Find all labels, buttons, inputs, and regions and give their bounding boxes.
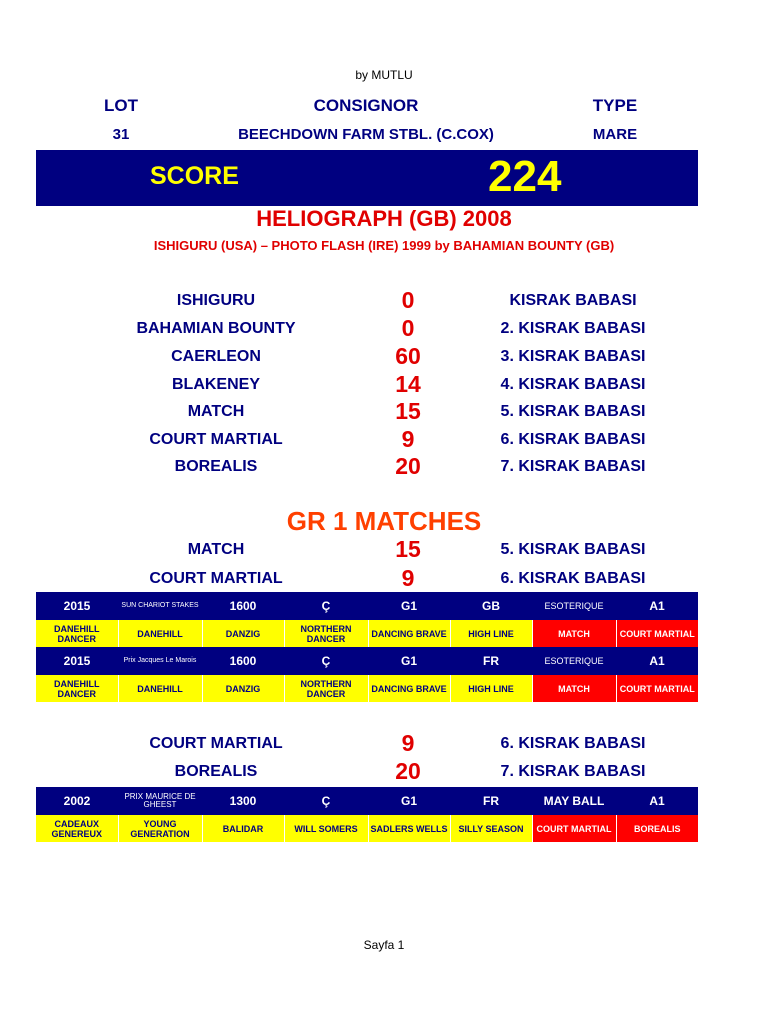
sire-score: 15 [395, 398, 421, 424]
race-name: Prix Jacques Le Marois [118, 647, 202, 675]
pedigree-cell: DANEHILL [118, 675, 202, 702]
consignor-label: CONSIGNOR [313, 96, 419, 115]
sire-name: BLAKENEY [171, 376, 260, 393]
match-sire-score: 9 [401, 565, 415, 591]
lot-label: LOT [104, 96, 138, 115]
pedigree-row [36, 620, 698, 647]
race-row [36, 787, 698, 815]
race-country: FR [450, 787, 532, 815]
match-sire-score: 9 [401, 730, 415, 756]
pedigree-cell-highlight: COURT MARTIAL [532, 815, 616, 842]
pedigree-cell: NORTHERN DANCER [284, 675, 368, 702]
sire-babasi: 2. KISRAK BABASI [500, 320, 646, 337]
race-distance: 1300 [202, 787, 284, 815]
sire-babasi: 4. KISRAK BABASI [500, 376, 646, 393]
race-country: FR [450, 647, 532, 675]
horse-type: MARE [592, 126, 638, 143]
author-credit: by MUTLU [355, 68, 413, 82]
sire-name: BOREALIS [174, 458, 258, 475]
match-sire-babasi: 5. KISRAK BABASI [500, 541, 646, 558]
race-surface: Ç [284, 787, 368, 815]
pedigree-cell-highlight: MATCH [532, 675, 616, 702]
sire-score: 14 [395, 371, 421, 397]
race-grade: G1 [368, 592, 450, 620]
pedigree-cell: DANCING BRAVE [368, 620, 450, 647]
consignor-name: BEECHDOWN FARM STBL. (C.COX) [238, 126, 494, 143]
race-name: SUN CHARIOT STAKES [118, 592, 202, 620]
match-sire-score: 20 [395, 758, 421, 784]
pedigree-cell-highlight: MATCH [532, 620, 616, 647]
pedigree-cell: HIGH LINE [450, 675, 532, 702]
type-label: TYPE [592, 96, 638, 115]
race-distance: 1600 [202, 592, 284, 620]
horse-name: HELIOGRAPH (GB) 2008 [256, 206, 512, 231]
sire-score: 60 [395, 343, 421, 369]
match-sire-name: BOREALIS [174, 763, 258, 780]
race-table [36, 592, 698, 702]
pedigree-cell: WILL SOMERS [284, 815, 368, 842]
gr1-section-title: GR 1 MATCHES [286, 506, 482, 536]
sire-babasi: 3. KISRAK BABASI [500, 348, 646, 365]
pedigree-cell: NORTHERN DANCER [284, 620, 368, 647]
race-row [36, 592, 698, 620]
pedigree-cell: SADLERS WELLS [368, 815, 450, 842]
match-sire-babasi: 7. KISRAK BABASI [500, 763, 646, 780]
race-surface: Ç [284, 647, 368, 675]
race-distance: 1600 [202, 647, 284, 675]
pedigree-cell: DANCING BRAVE [368, 675, 450, 702]
match-sire-score: 15 [395, 536, 421, 562]
race-grade: G1 [368, 787, 450, 815]
sire-babasi: 6. KISRAK BABASI [500, 431, 646, 448]
lot-number: 31 [112, 126, 130, 143]
sire-name: BAHAMIAN BOUNTY [136, 320, 296, 337]
page-footer: Sayfa 1 [363, 938, 405, 952]
pedigree-cell: BALIDAR [202, 815, 284, 842]
pedigree-cell-highlight: COURT MARTIAL [616, 675, 698, 702]
score-label: SCORE [150, 162, 239, 190]
race-winner: ESOTERIQUE [532, 592, 616, 620]
sire-name: COURT MARTIAL [149, 431, 283, 448]
sire-score: 0 [401, 287, 415, 313]
match-sire-name: COURT MARTIAL [149, 570, 283, 587]
sire-score: 9 [401, 426, 415, 452]
race-rating: A1 [616, 787, 698, 815]
pedigree-row [36, 675, 698, 702]
sire-name: CAERLEON [171, 348, 261, 365]
race-year: 2002 [36, 787, 118, 815]
race-year: 2015 [36, 647, 118, 675]
race-surface: Ç [284, 592, 368, 620]
match-sire-name: COURT MARTIAL [149, 735, 283, 752]
pedigree-cell: CADEAUX GENEREUX [36, 815, 118, 842]
match-sire-name: MATCH [187, 541, 245, 558]
race-grade: G1 [368, 647, 450, 675]
race-rating: A1 [616, 647, 698, 675]
pedigree-cell-highlight: BOREALIS [616, 815, 698, 842]
score-value: 224 [488, 152, 562, 201]
race-row [36, 647, 698, 675]
sire-name: ISHIGURU [176, 292, 256, 309]
pedigree-cell: DANEHILL DANCER [36, 620, 118, 647]
race-name: PRIX MAURICE DE GHEEST [118, 787, 202, 815]
score-bar [36, 150, 698, 206]
pedigree-cell: DANEHILL DANCER [36, 675, 118, 702]
pedigree-cell: SILLY SEASON [450, 815, 532, 842]
sire-babasi: 7. KISRAK BABASI [500, 458, 646, 475]
sire-score: 20 [395, 453, 421, 479]
race-year: 2015 [36, 592, 118, 620]
pedigree-cell: DANEHILL [118, 620, 202, 647]
race-rating: A1 [616, 592, 698, 620]
match-sire-babasi: 6. KISRAK BABASI [500, 735, 646, 752]
race-winner: ESOTERIQUE [532, 647, 616, 675]
race-winner: MAY BALL [532, 787, 616, 815]
match-sire-babasi: 6. KISRAK BABASI [500, 570, 646, 587]
pedigree-cell: DANZIG [202, 675, 284, 702]
sire-name: MATCH [187, 403, 245, 420]
pedigree-cell-highlight: COURT MARTIAL [616, 620, 698, 647]
pedigree-cell: YOUNG GENERATION [118, 815, 202, 842]
sire-babasi: KISRAK BABASI [509, 292, 637, 309]
race-country: GB [450, 592, 532, 620]
sire-babasi: 5. KISRAK BABASI [500, 403, 646, 420]
sire-score: 0 [401, 315, 415, 341]
race-table [36, 787, 698, 842]
pedigree-cell: DANZIG [202, 620, 284, 647]
pedigree-cell: HIGH LINE [450, 620, 532, 647]
horse-pedigree: ISHIGURU (USA) – PHOTO FLASH (IRE) 1999 by BAHAMIAN BOUNTY (GB) [153, 238, 615, 253]
pedigree-row [36, 815, 698, 842]
